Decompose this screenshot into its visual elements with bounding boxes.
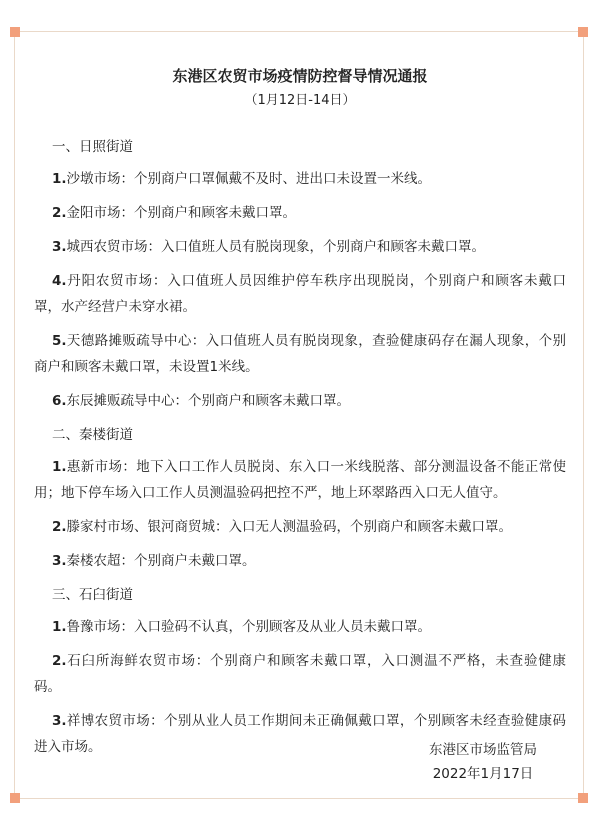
item-number: 2.: [52, 519, 67, 535]
list-item: [34, 454, 566, 506]
item-text: 祥博农贸市场：个别从业人员工作期间未正确佩戴口罩，个别顾客未经查验健康码进入市场。: [34, 713, 566, 755]
corner-ornament: [578, 793, 588, 803]
item-text: 天德路摊贩疏导中心：入口值班人员有脱岗现象，查验健康码存在漏人现象，个别商户和顾客未戴口罩，未设置1米线。: [34, 333, 566, 375]
item-number: 1.: [52, 619, 67, 635]
issuing-organization: 东港区市场监管局: [429, 742, 537, 758]
list-item: [34, 614, 566, 640]
item-text: 秦楼农超：个别商户未戴口罩。: [66, 553, 256, 569]
list-item: [34, 166, 566, 192]
corner-ornament: [10, 27, 20, 37]
document-body: [34, 66, 566, 768]
corner-ornament: [10, 793, 20, 803]
item-text: 石臼所海鲜农贸市场：个别商户和顾客未戴口罩，入口测温不严格，未查验健康码。: [34, 653, 566, 695]
item-text: 滕家村市场、银河商贸城：入口无人测温验码，个别商户和顾客未戴口罩。: [66, 519, 513, 535]
section-heading: 一、日照街道: [52, 139, 133, 155]
item-text: 东辰摊贩疏导中心：个别商户和顾客未戴口罩。: [66, 393, 351, 409]
item-text: 沙墩市场：个别商户口罩佩戴不及时、进出口未设置一米线。: [66, 171, 432, 187]
corner-ornament: [578, 27, 588, 37]
section-rizhao: [34, 134, 566, 414]
document-frame: [14, 31, 584, 799]
section-qinlou: [34, 422, 566, 574]
section-shijiu: [34, 582, 566, 760]
item-number: 3.: [52, 239, 67, 255]
item-text: 惠新市场：地下入口工作人员脱岗、东入口一米线脱落、部分测温设备不能正常使用；地下停车场入口工作人员测温验码把控不严，地上环翠路西入口无人值守。: [34, 459, 566, 501]
item-number: 4.: [52, 273, 67, 289]
list-item: [34, 234, 566, 260]
document-subtitle: （1月12日-14日）: [244, 93, 356, 108]
item-number: 2.: [52, 653, 67, 669]
signature-block: [429, 738, 537, 786]
item-number: 1.: [52, 171, 67, 187]
item-number: 6.: [52, 393, 67, 409]
list-item: [34, 388, 566, 414]
item-text: 金阳市场：个别商户和顾客未戴口罩。: [66, 205, 297, 221]
item-number: 1.: [52, 459, 67, 475]
issue-date: 2022年1月17日: [432, 766, 534, 782]
item-text: 城西农贸市场：入口值班人员有脱岗现象，个别商户和顾客未戴口罩。: [66, 239, 486, 255]
section-heading: 二、秦楼街道: [52, 427, 133, 443]
item-number: 3.: [52, 713, 67, 729]
item-number: 2.: [52, 205, 67, 221]
list-item: [34, 200, 566, 226]
document-title: 东港区农贸市场疫情防控督导情况通报: [172, 67, 428, 85]
item-text: 鲁豫市场：入口验码不认真，个别顾客及从业人员未戴口罩。: [66, 619, 432, 635]
list-item: [34, 514, 566, 540]
list-item: [34, 328, 566, 380]
item-text: 丹阳农贸市场：入口值班人员因维护停车秩序出现脱岗，个别商户和顾客未戴口罩，水产经营户未穿水裙。: [34, 273, 566, 315]
item-number: 3.: [52, 553, 67, 569]
list-item: [34, 268, 566, 320]
section-heading: 三、石臼街道: [52, 587, 133, 603]
list-item: [34, 548, 566, 574]
list-item: [34, 648, 566, 700]
sections: [34, 134, 566, 760]
item-number: 5.: [52, 333, 67, 349]
